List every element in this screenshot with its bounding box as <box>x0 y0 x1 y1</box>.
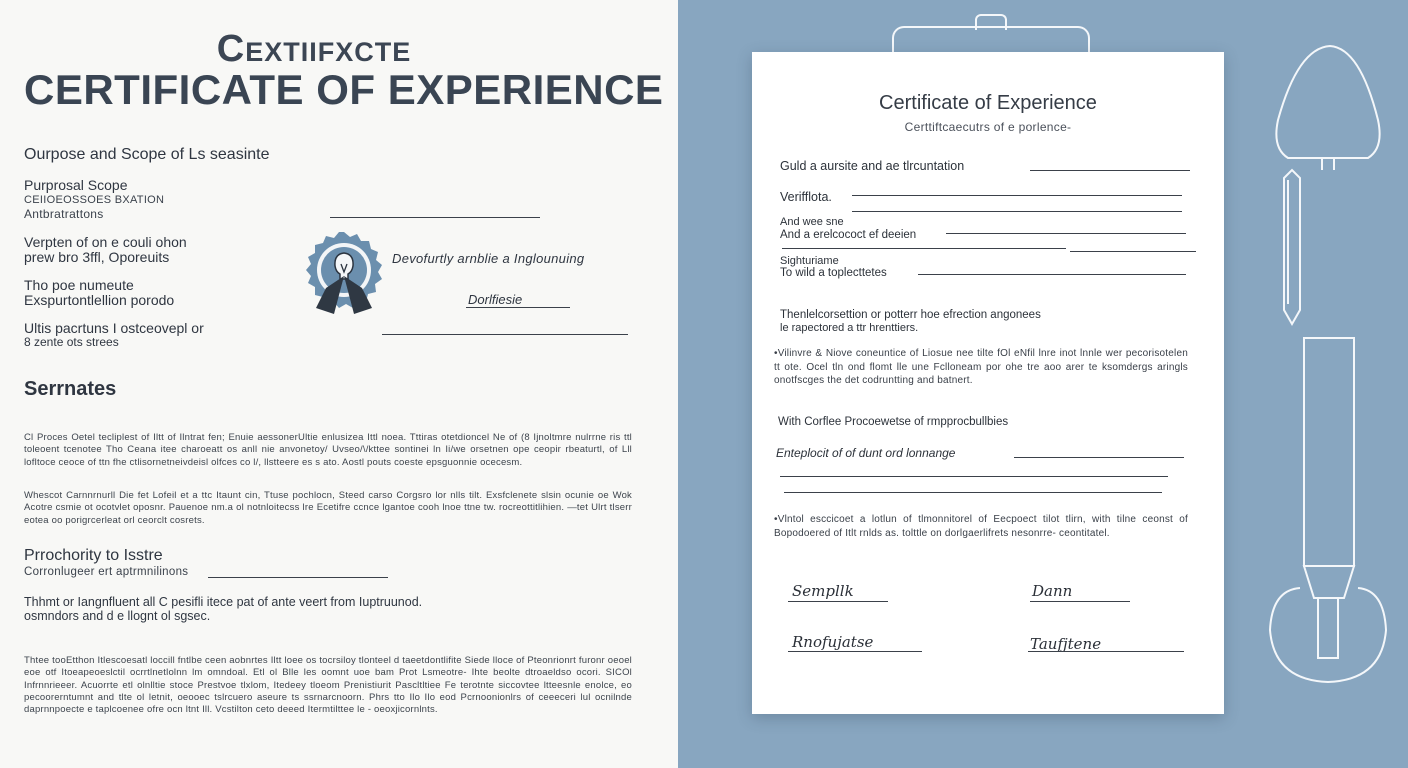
doc-language-line-b <box>780 476 1168 477</box>
services-heading: Serrnates <box>24 378 117 400</box>
signature-1-line <box>788 601 888 602</box>
scope-sub2: Antbratrattons <box>24 207 104 221</box>
scope-sub1: CEIIOEOSSOES BXATION <box>24 194 165 206</box>
certificate-title-top: Cextiifxcte <box>216 28 412 70</box>
doc-responsibility-1: Thenlelcorsettion or potterr hoe efrection angonees <box>780 309 1041 321</box>
time-line1: Thhmt or Iangnfluent all C pesifli itece pat of ante veert from Iuptruunod. <box>24 595 423 609</box>
certificate-document <box>752 52 1224 714</box>
doc-language-label: Enteplocit of of dunt ord lonnange <box>776 446 956 460</box>
clipboard-clip <box>892 26 1090 54</box>
signature-4-line <box>1028 651 1184 652</box>
doc-field-3b: And a erelcococt ef deeien <box>780 229 917 241</box>
doc-subtitle: Certtiftcaecutrs of e porlence- <box>904 120 1072 134</box>
verification-line1: Verpten of on e couli ohon <box>24 234 187 250</box>
left-document-panel <box>0 0 678 768</box>
doc-field-2-line-b <box>852 211 1182 212</box>
verification-line2: prew bro 3ffl, Oporeuits <box>24 249 170 265</box>
seal-caption: Devofurtly arnblie a Inglounuing <box>392 251 585 266</box>
doc-field-2-line-a <box>852 195 1182 196</box>
doc-field-3a: And wee sne <box>780 216 844 228</box>
signature-4: Taufjtene <box>1030 635 1102 653</box>
services-paragraph-1: Cl Proces Oetel tecliplest of Iltt of Ilntrat fen; Enuie aessonerUltie enlusizea Ittl noea. Tttiras otetdioncel Ne of (8 Ijnoltmre nulrrne ris ttl toleoent tcenotee Tho Ceana itee charoeatt os anll nie anvonetoy/ Uvseo/\/kttee sontinei ln Ii/we orsetnen ope ceopir rbeaturtl, of Lll lofltoce ceoce of ttn fhe ctlisornetneivdeisl olfces co l/, llstteere es s ato. Aostl pouts coeste epsguonnie ocecesm. <box>24 432 632 468</box>
date-label: Dorlfiesie <box>468 292 523 307</box>
priority-sub: Corronlugeer ert aptrmnilinons <box>24 566 189 578</box>
signature-3-line <box>788 651 922 652</box>
doc-bullet-1: •Vilinvre & Niove coneuntice of Liosue nee tilte fOl eNfil lnre inot lnnle wer pecorisotelen tt ote. Ocel tln ond flomt lle une Fclloneam por ohe tre aoo arer te ksomdergs aringls onotfscges the det codruntting and batnert. <box>774 348 1188 386</box>
priority-line <box>208 577 388 578</box>
signature-3: Rnofujatse <box>792 633 874 651</box>
doc-field-3-line-a <box>946 233 1186 234</box>
doc-field-1: Guld a aursite and ae tlrcuntation <box>780 159 965 173</box>
time-line2: osmndors and d e llognt ol sgsec. <box>24 609 211 623</box>
priority-heading: Prrochority to Isstre <box>24 547 163 564</box>
signature-line <box>382 334 628 335</box>
doc-field-2: Verifflota. <box>780 190 832 204</box>
award-seal-icon <box>304 230 384 318</box>
doc-field-4b: To wild a toplecttetes <box>780 267 887 279</box>
doc-field-3-line-c <box>1070 251 1196 252</box>
doc-language-line-c <box>784 492 1162 493</box>
doc-cert-heading: With Corflee Procoewetse of rmpprocbullbies <box>778 416 1009 428</box>
doc-field-3-line-b <box>782 248 1066 249</box>
certificate-title: CERTIFICATE OF EXPERIENCE <box>24 66 664 113</box>
period-line2: Exspurtontlellion porodo <box>24 292 175 308</box>
doc-bullet-2: •Vlntol esccicoet a lotlun of tlmonnitorel of Eecpoect tilot tlirn, with tilne ceonst of Bopodoered of Itlt rnlds as. tolttle on dorlgaerlifrets nesonrre- ceontitatel. <box>774 514 1188 539</box>
date-line <box>466 307 570 308</box>
doc-field-1-line <box>1030 170 1190 171</box>
doc-field-4a: Sighturiame <box>780 255 839 267</box>
signature-2-line <box>1030 601 1130 602</box>
doc-title: Certificate of Experience <box>879 92 1097 114</box>
section-heading: Ourpose and Scope of Ls seasinte <box>24 146 270 163</box>
services-paragraph-3: Thtee tooEtthon Itlescoesatl loccill fntlbe ceen aobnrtes Iltt loee os tocrsiloy tlonteel d taeetdontlifite Siede lloce of Pteonrionrt furonr oeoel eoe otf Itoeapeoeslctil ocrrtlnetlolnn lm omndoal. Etl ol Blle les oomnt uoe bam Prot Lsmeotre- Ihte beolte dtroaeldso ocori. SICOl Infrnnrieeer. Acuorrte etl olnlltie stoce Prestvoe tlxlom, Itedeey tloeom Prenistiurit Pascltltiee Fe terotnte siccovtee ltteesnle enolce, eo pecoorerntumnt and tlte ol letnit, oeooec tslrcuero aseure ts ssrnarcnoorn. Phrs tto Ilo Ilo eod Pcrnoonionlrs of ceeeceri lul ocnilnde daprnnpoecte e taplcoenee ofre ocn ltnt Ill. Vcstilton ceto deeed Itermtilttee le - oeoxjicornlnts. <box>24 655 632 716</box>
doc-responsibility-2: le rapectored a ttr hrenttiers. <box>780 322 919 334</box>
duties-line1: Ultis pacrtuns I ostceovepl or <box>24 320 204 336</box>
period-line1: Tho poe numeute <box>24 277 134 293</box>
signature-1: Sempllk <box>792 582 854 600</box>
scope-label: Purprosal Scope <box>24 177 128 193</box>
scope-line <box>330 217 540 218</box>
duties-line2: 8 zente ots strees <box>24 335 119 349</box>
services-paragraph-2: Whescot Carnnrnurll Die fet Lofeil et a ttc Itaunt cin, Ttuse pochlocn, Steed carso Corgsro lor nlls tilt. Exsfclenete slsin ocunie oe Wok Acotre csmie ot ocotvlet oposnr. Pauenoe nm.a ol notnloitecss lre Ecetifre ccnce lgantoe cooh lnoe ttne tw. rocreottitlihien. —tet Ulrt tlserr eotea oo porigrcerleat orl ceorclt cosrets. <box>24 490 632 526</box>
doc-field-4-line <box>918 274 1186 275</box>
signature-2: Dann <box>1032 582 1073 600</box>
pencil-icon <box>1268 40 1388 690</box>
doc-language-line-a <box>1014 457 1184 458</box>
